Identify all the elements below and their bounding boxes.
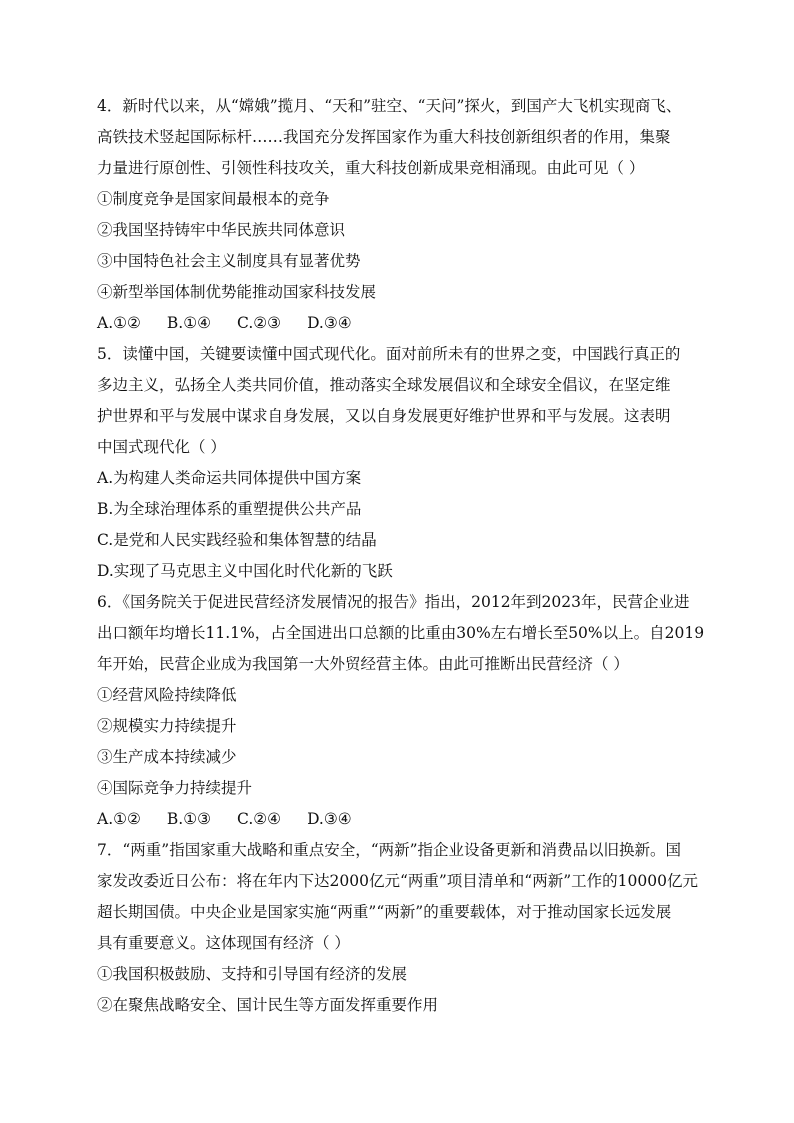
statement-4: ④国际竞争力持续提升 [97,779,253,797]
choice-c: C.②③ [237,314,282,332]
question-stem-line: 家发改委近日公布：将在年内下达2000亿元“两重”项目清单和“两新”工作的10000亿元 [97,872,698,890]
question-list [97,91,705,1021]
question-4 [97,91,699,339]
option-b: B.为全球治理体系的重塑提供公共产品 [97,500,362,518]
choice-b: B.①③ [166,810,212,828]
statement-1: ①制度竞争是国家间最根本的竞争 [97,190,330,208]
answer-choices [97,308,699,339]
choice-b: B.①④ [166,314,212,332]
question-stem-line: 年开始，民营企业成为我国第一大外贸经营主体。由此可推断出民营经济（ ） [97,655,629,673]
question-stem-line: 4．新时代以来，从“嫦娥”揽月、“天和”驻空、“天问”探火，到国产大飞机实现商飞、 [97,97,682,115]
statement-4: ④新型举国体制优势能推动国家科技发展 [97,283,377,301]
choice-c: C.②④ [237,810,282,828]
question-stem-line: 护世界和平与发展中谋求自身发展，又以自身发展更好维护世界和平与发展。这表明 [97,407,671,425]
statement-2: ②在聚焦战略安全、国计民生等方面发挥重要作用 [97,996,439,1014]
question-stem-line: 多边主义，弘扬全人类共同价值，推动落实全球发展倡议和全球安全倡议，在坚定维 [97,376,671,394]
statement-1: ①经营风险持续降低 [97,686,237,704]
choice-d: D.③④ [307,314,352,332]
question-stem-line: 7．“两重”指国家重大战略和重点安全，“两新”指企业设备更新和消费品以旧换新。国 [97,841,682,859]
choice-d: D.③④ [307,810,352,828]
statement-3: ③生产成本持续减少 [97,748,237,766]
question-stem-line: 5．读懂中国，关键要读懂中国式现代化。面对前所未有的世界之变，中国践行真正的 [97,345,681,363]
choice-a: A.①② [97,314,141,332]
question-stem-line: 6．《国务院关于促进民营经济发展情况的报告》指出，2012年到2023年，民营企业进 [97,593,690,611]
statement-2: ②规模实力持续提升 [97,717,237,735]
question-stem-line: 力量进行原创性、引领性科技攻关，重大科技创新成果竞相涌现。由此可见（ ） [97,159,645,177]
statement-2: ②我国坚持铸牢中华民族共同体意识 [97,221,346,239]
question-stem-line: 中国式现代化（ ） [97,438,226,456]
question-stem-line: 超长期国债。中央企业是国家实施“两重”“两新”的重要载体，对于推动国家长远发展 [97,903,672,921]
statement-3: ③中国特色社会主义制度具有显著优势 [97,252,361,270]
question-stem-line: 具有重要意义。这体现国有经济（ ） [97,934,350,952]
option-d: D.实现了马克思主义中国化时代化新的飞跃 [97,562,393,580]
answer-choices [97,804,699,835]
question-stem-line: 高铁技术竖起国际标杆……我国充分发挥国家作为重大科技创新组织者的作用，集聚 [97,128,671,146]
question-5 [97,339,699,587]
statement-1: ①我国积极鼓励、支持和引导国有经济的发展 [97,965,408,983]
option-c: C.是党和人民实践经验和集体智慧的结晶 [97,531,377,549]
choice-a: A.①② [97,810,141,828]
question-7 [97,835,699,1021]
question-stem-line: 出口额年均增长11.1%，占全国进出口总额的比重由30%左右增长至50%以上。自2019 [97,624,705,642]
option-a: A.为构建人类命运共同体提供中国方案 [97,469,362,487]
question-6 [97,587,705,835]
